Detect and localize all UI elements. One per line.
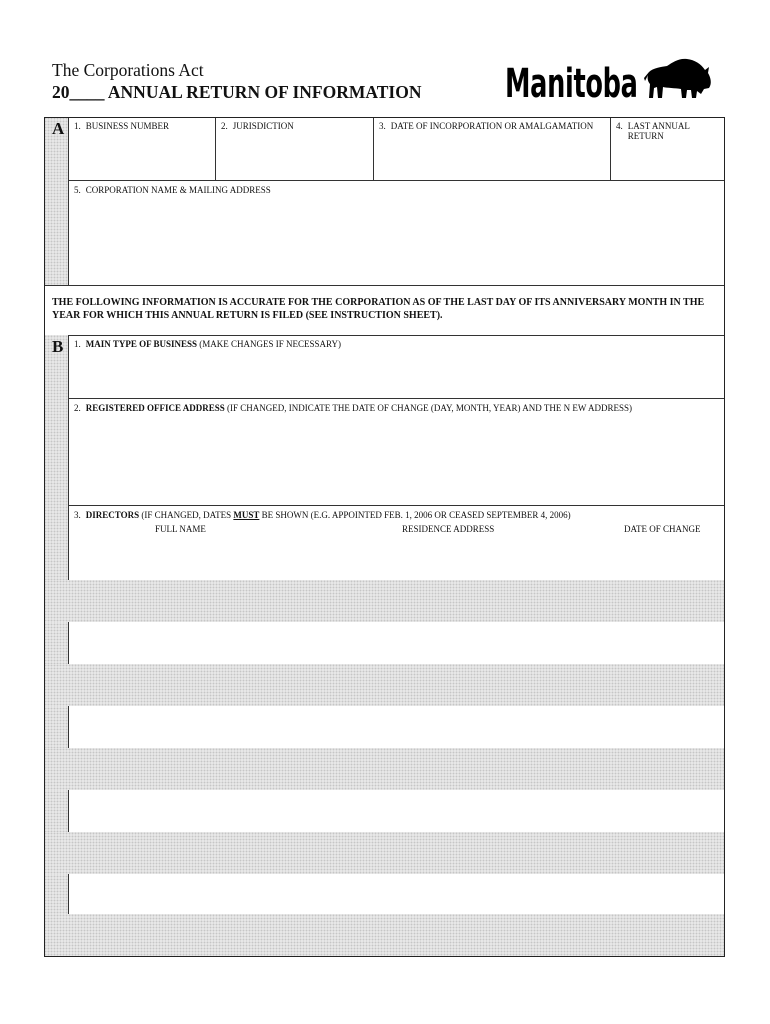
- directors-label: [74, 510, 571, 520]
- field-note: (IF CHANGED, DATES: [139, 510, 234, 520]
- field-number: 4.: [616, 121, 623, 131]
- divider: [44, 285, 725, 286]
- director-entry-row[interactable]: [68, 622, 725, 664]
- field-number: 2.: [74, 403, 81, 413]
- director-entry-row[interactable]: [44, 664, 725, 706]
- director-entry-row[interactable]: [68, 538, 725, 580]
- main-business-label: [74, 339, 341, 349]
- director-entry-row[interactable]: [68, 790, 725, 832]
- logo-wordmark: Manitoba: [505, 61, 638, 107]
- field-label: DATE OF INCORPORATION OR AMALGAMATION: [390, 121, 594, 131]
- field-label: LAST ANNUAL RETURN: [627, 121, 690, 141]
- director-entry-row[interactable]: [68, 874, 725, 914]
- field-number: 1.: [74, 121, 81, 131]
- business-number-field[interactable]: [68, 117, 215, 180]
- field-title: DIRECTORS: [85, 510, 140, 520]
- incorporation-date-field[interactable]: [373, 117, 610, 180]
- jurisdiction-field[interactable]: [215, 117, 373, 180]
- field-label: CORPORATION NAME & MAILING ADDRESS: [85, 185, 271, 195]
- incorporation-date-label: [379, 121, 593, 131]
- section-a-letter: A: [52, 119, 65, 138]
- field-title: REGISTERED OFFICE ADDRESS: [85, 403, 225, 413]
- last-annual-return-field[interactable]: [610, 117, 725, 180]
- field-number: 5.: [74, 185, 81, 195]
- form-title: 20____ ANNUAL RETURN OF INFORMATION: [52, 82, 422, 102]
- column-full-name: FULL NAME: [155, 524, 206, 534]
- accuracy-statement: THE FOLLOWING INFORMATION IS ACCURATE FOR THE CORPORATION AS OF THE LAST DAY OF ITS ANNIVERSARY MONTH IN THE YEAR FOR WHICH THIS ANNUAL RETURN IS FILED (SEE INSTRUCTION SHEET).: [52, 297, 705, 321]
- registered-office-field[interactable]: [68, 398, 725, 505]
- field-number: 1.: [74, 339, 81, 349]
- act-name: The Corporations Act: [52, 60, 204, 80]
- field-number: 3.: [74, 510, 81, 520]
- director-entry-row[interactable]: [44, 914, 725, 957]
- column-date-of-change: DATE OF CHANGE: [624, 524, 701, 534]
- registered-office-label: [74, 403, 632, 413]
- bison-icon: [643, 56, 713, 100]
- director-entry-row[interactable]: [44, 580, 725, 622]
- director-entry-row[interactable]: [68, 706, 725, 748]
- director-entry-row[interactable]: [44, 748, 725, 790]
- business-number-label: [74, 121, 169, 131]
- corporation-name-address-field[interactable]: [68, 180, 725, 285]
- corporation-name-address-label: [74, 185, 271, 195]
- field-number: 2.: [221, 121, 228, 131]
- field-title: MAIN TYPE OF BUSINESS: [85, 339, 198, 349]
- field-note: (MAKE CHANGES IF NECESSARY): [197, 339, 342, 349]
- section-a-margin: [44, 117, 68, 285]
- column-residence-address: RESIDENCE ADDRESS: [402, 524, 495, 534]
- field-number: 3.: [379, 121, 386, 131]
- field-note: (IF CHANGED, INDICATE THE DATE OF CHANGE (DAY, MONTH, YEAR) AND THE N EW ADDRESS): [224, 403, 632, 413]
- last-annual-return-label: [616, 121, 690, 141]
- must-emphasis: MUST: [233, 510, 260, 520]
- main-business-field[interactable]: [68, 335, 725, 398]
- jurisdiction-label: [221, 121, 294, 131]
- section-b-letter: B: [52, 337, 64, 356]
- field-label: JURISDICTION: [232, 121, 294, 131]
- director-entry-row[interactable]: [44, 832, 725, 874]
- field-note: BE SHOWN (E.G. APPOINTED FEB. 1, 2006 OR CEASED SEPTEMBER 4, 2006): [259, 510, 571, 520]
- field-label: BUSINESS NUMBER: [85, 121, 170, 131]
- manitoba-logo: [500, 54, 716, 107]
